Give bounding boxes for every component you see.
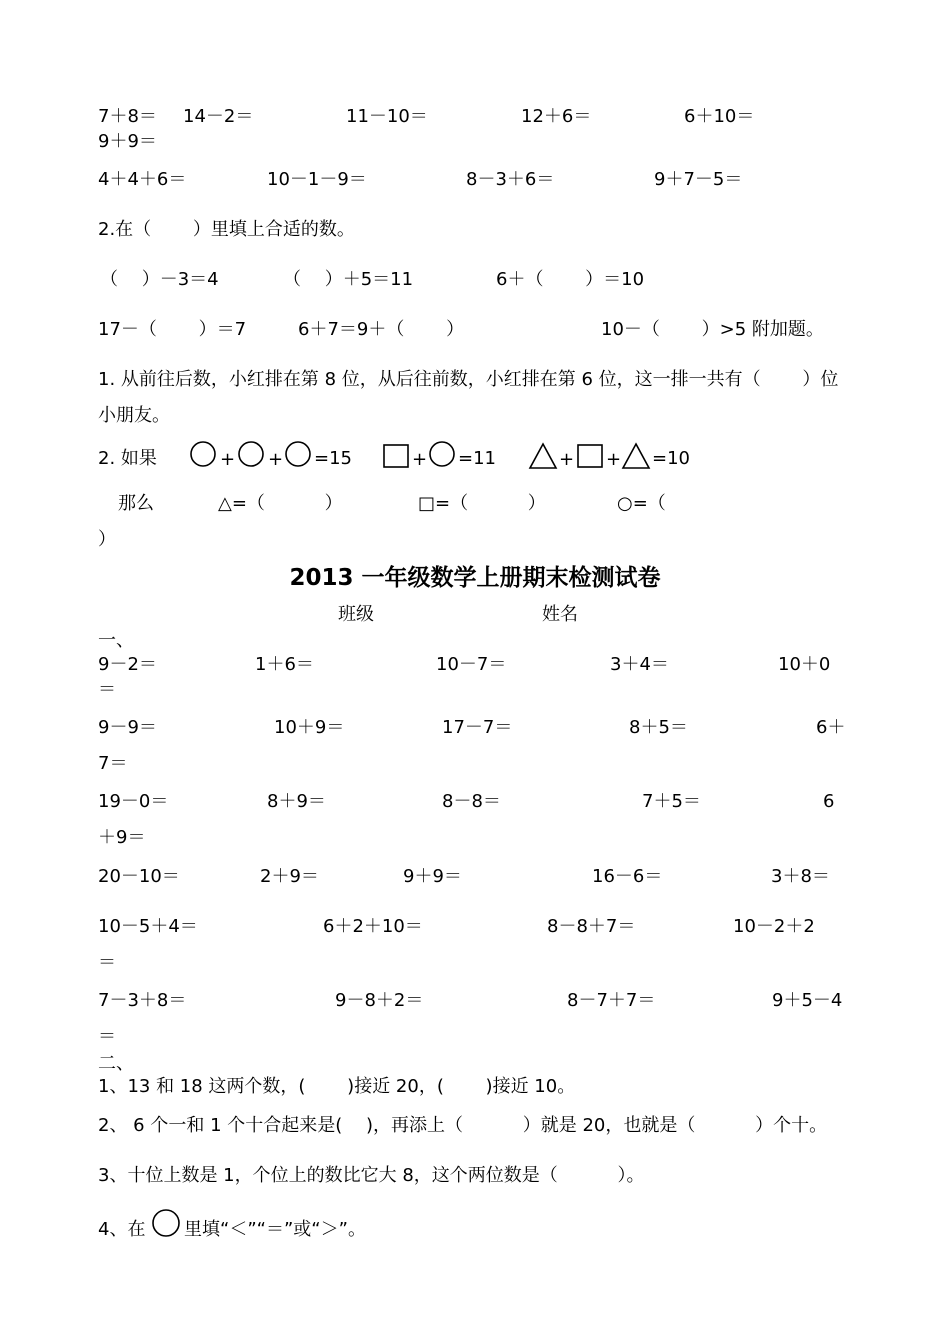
- s1-eq-5-1: 10－5＋4＝: [98, 916, 198, 937]
- s1-eq-5-3: 8－8＋7＝: [547, 916, 636, 937]
- bonus-question-1: 1. 从前往后数，小红排在第 8 位，从后往前数，小红排在第 6 位，这一排一共有（ ）位: [98, 369, 839, 390]
- plus-sign: +: [606, 449, 622, 470]
- s2-question-3: 3、十位上数是 1，个位上的数比它大 8，这个两位数是（ ）。: [98, 1165, 645, 1186]
- s2-question-4-pre: 4、在: [98, 1219, 146, 1240]
- top-eq-2-4: 9＋7－5＝: [654, 169, 743, 190]
- triangle-icon: [528, 442, 558, 470]
- s1-eq-4-2: 2＋9＝: [260, 866, 319, 887]
- circle-icon: [428, 440, 456, 468]
- square-icon: [382, 443, 410, 469]
- blank-eq-5: 6＋7＝9＋（ ）: [298, 319, 465, 340]
- s1-eq-6-2: 9－8＋2＝: [335, 990, 424, 1011]
- s1-eq-3-4: 7＋5＝: [642, 791, 701, 812]
- blank-eq-6: 10－（ ）>5 附加题。: [601, 319, 824, 340]
- bonus-question-1-cont: 小朋友。: [98, 405, 170, 426]
- s1-eq-4-5: 3＋8＝: [771, 866, 830, 887]
- s1-eq-1-5-cont: ＝: [98, 679, 116, 700]
- s1-eq-5-4: 10－2＋2: [733, 916, 815, 937]
- s1-eq-3-5-cont: ＋9＝: [98, 827, 146, 848]
- triangle-answer: △=（ ）: [218, 493, 343, 514]
- class-label: 班级: [338, 604, 374, 625]
- top-eq-2-2: 10－1－9＝: [267, 169, 367, 190]
- s1-eq-1-3: 10－7＝: [436, 654, 507, 675]
- s2-question-1: 1、13 和 18 这两个数，( )接近 20，( )接近 10。: [98, 1076, 576, 1097]
- plus-sign: +: [412, 449, 428, 470]
- bonus-question-2-label: 2. 如果: [98, 448, 157, 469]
- s1-eq-4-4: 16－6＝: [592, 866, 663, 887]
- s1-eq-2-5-cont: 7＝: [98, 753, 128, 774]
- shape-eq-1-result: =15: [314, 448, 352, 469]
- s2-question-4-post: 里填“＜”“＝”或“＞”。: [184, 1219, 366, 1240]
- top-eq-1-5: 6＋10＝: [684, 106, 755, 127]
- top-eq-1-4: 12＋6＝: [521, 106, 592, 127]
- s1-eq-1-2: 1＋6＝: [255, 654, 314, 675]
- s1-eq-3-1: 19－0＝: [98, 791, 169, 812]
- s1-eq-5-2: 6＋2＋10＝: [323, 916, 423, 937]
- plus-sign: +: [220, 449, 236, 470]
- s1-eq-3-3: 8－8＝: [442, 791, 501, 812]
- s1-eq-2-1: 9－9＝: [98, 717, 157, 738]
- circle-icon: [151, 1208, 181, 1238]
- plus-sign: +: [559, 449, 575, 470]
- top-eq-1-1: 7＋8＝: [98, 106, 157, 127]
- circle-icon: [284, 440, 312, 468]
- s1-eq-2-3: 17－7＝: [442, 717, 513, 738]
- blank-eq-1: （ ）－3＝4: [100, 269, 219, 290]
- top-eq-1-6: 9＋9＝: [98, 131, 157, 152]
- shape-eq-3-result: =10: [652, 448, 690, 469]
- name-label: 姓名: [542, 604, 578, 625]
- top-eq-2-3: 8－3＋6＝: [466, 169, 555, 190]
- top-eq-1-3: 11－10＝: [346, 106, 428, 127]
- circle-icon: [237, 440, 265, 468]
- blank-eq-3: 6＋（ ）＝10: [496, 269, 645, 290]
- s1-eq-6-4: 9＋5－4: [772, 990, 843, 1011]
- circle-icon: [189, 440, 217, 468]
- square-answer: □=（ ）: [418, 493, 546, 514]
- s1-eq-2-2: 10＋9＝: [274, 717, 345, 738]
- s2-question-2: 2、 6 个一和 1 个十合起来是( )，再添上（ ）就是 20，也就是（ ）个十。: [98, 1115, 828, 1136]
- shape-eq-2-result: =11: [458, 448, 496, 469]
- s1-eq-6-1: 7－3＋8＝: [98, 990, 187, 1011]
- s1-eq-3-5: 6: [823, 791, 835, 812]
- circle-answer-close: ）: [98, 529, 116, 550]
- triangle-icon: [621, 442, 651, 470]
- s1-eq-2-5: 6＋: [816, 717, 846, 738]
- circle-answer: ○=（: [617, 493, 666, 514]
- s1-eq-5-4-cont: ＝: [98, 952, 116, 973]
- blank-eq-4: 17－（ ）＝7: [98, 319, 247, 340]
- s1-eq-4-3: 9＋9＝: [403, 866, 462, 887]
- s1-eq-2-4: 8＋5＝: [629, 717, 688, 738]
- blank-eq-2: （ ）＋5＝11: [283, 269, 414, 290]
- section-1-label: 一、: [98, 630, 134, 651]
- s1-eq-6-3: 8－7＋7＝: [567, 990, 656, 1011]
- question-fill-blank: 2.在（ ）里填上合适的数。: [98, 219, 355, 240]
- s1-eq-1-5: 10＋0: [778, 654, 831, 675]
- s1-eq-1-1: 9－2＝: [98, 654, 157, 675]
- top-eq-2-1: 4＋4＋6＝: [98, 169, 187, 190]
- s1-eq-6-4-cont: ＝: [98, 1026, 116, 1047]
- s1-eq-1-4: 3＋4＝: [610, 654, 669, 675]
- section-2-label: 二、: [98, 1053, 134, 1074]
- top-eq-1-2: 14－2＝: [183, 106, 254, 127]
- s1-eq-3-2: 8＋9＝: [267, 791, 326, 812]
- s1-eq-4-1: 20－10＝: [98, 866, 180, 887]
- plus-sign: +: [268, 449, 284, 470]
- then-label: 那么: [118, 493, 154, 514]
- square-icon: [576, 443, 604, 469]
- page-title: 2013 一年级数学上册期末检测试卷: [289, 565, 661, 591]
